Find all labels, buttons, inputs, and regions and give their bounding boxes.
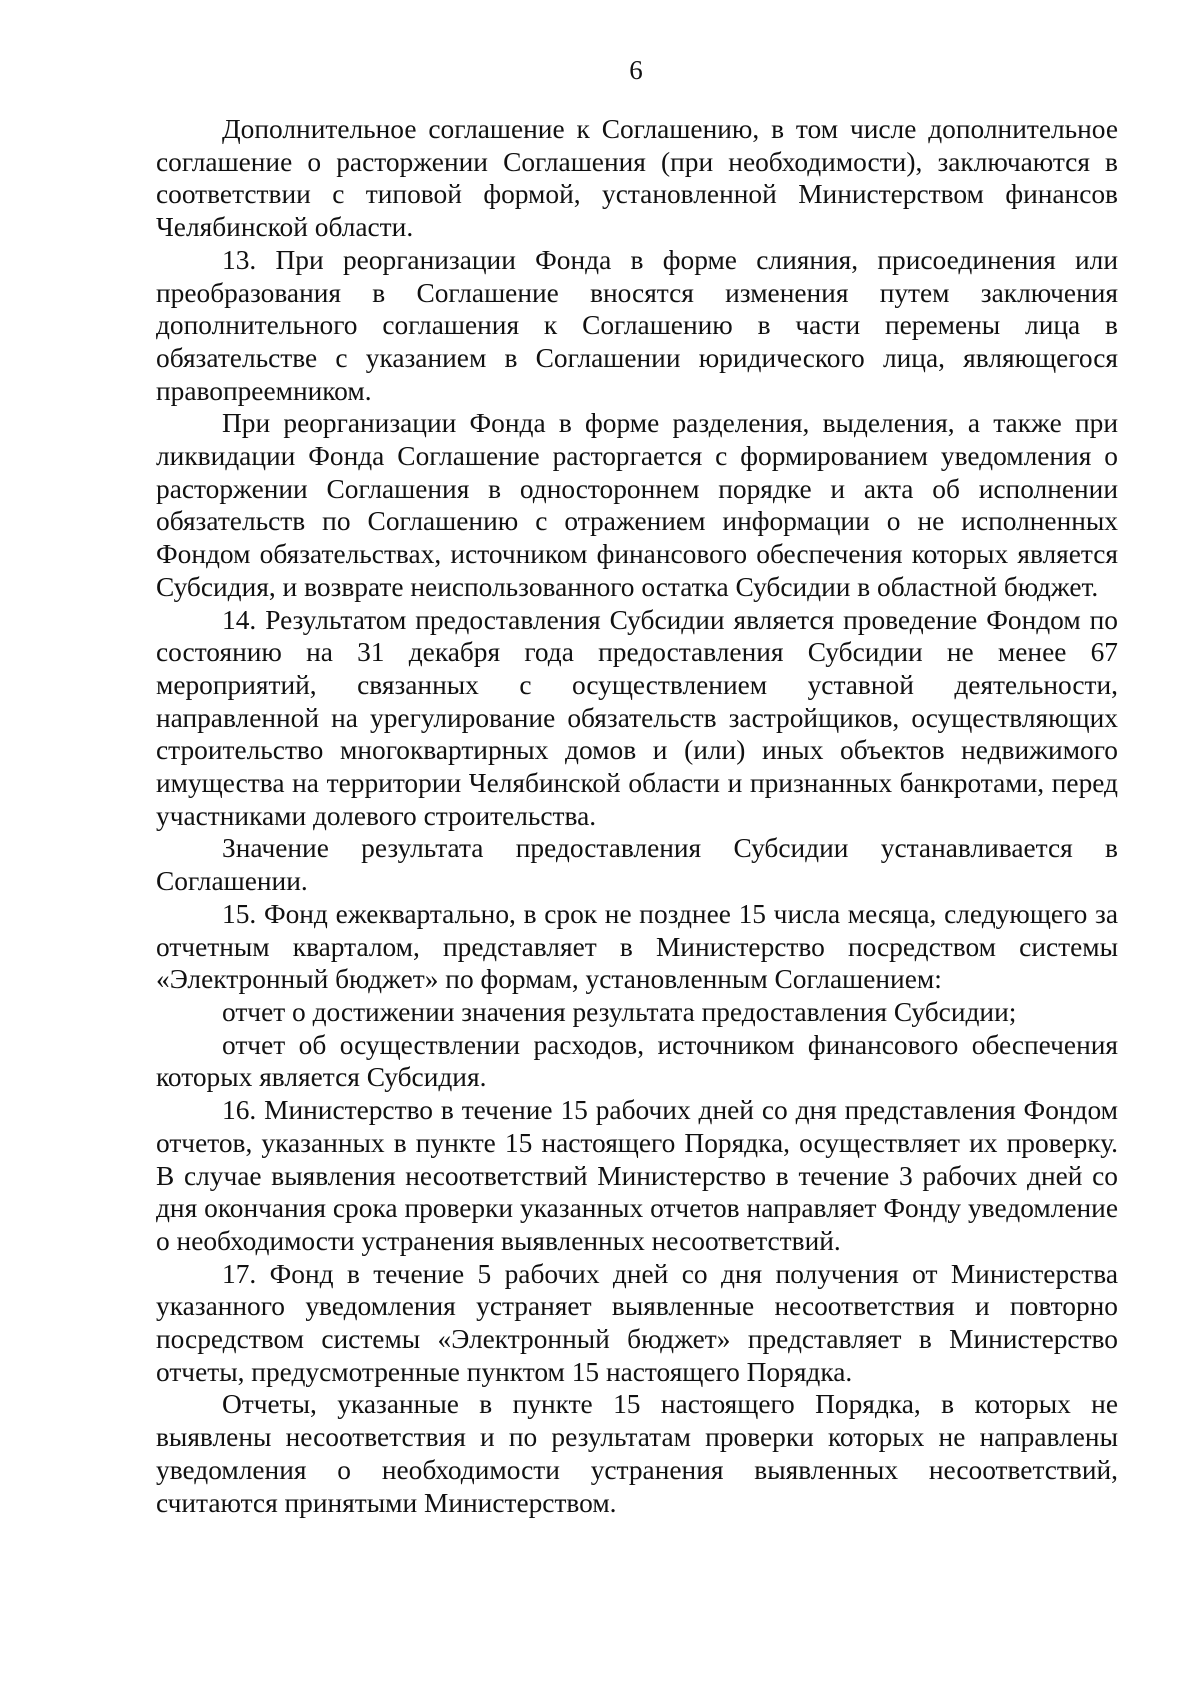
paragraph-result-value: Значение результата предоставления Субсидии устанавливается в Соглашении.	[156, 833, 1118, 897]
paragraph-17-fund-correction: 17. Фонд в течение 5 рабочих дней со дня получения от Министерства указанного уведомления устраняет выявленные несоответствия и повторно посредством системы «Электронный бюджет» представляет в Министерство отчеты, предусмотренные пунктом 15 настоящего Порядка.	[156, 1258, 1118, 1387]
paragraph-16-ministry-check: 16. Министерство в течение 15 рабочих дней со дня представления Фондом отчетов, указанных в пункте 15 настоящего Порядка, осуществляет их проверку. В случае выявления несоответствий Министерство в течение 3 рабочих дней со дня окончания срока проверки указанных отчетов направляет Фонду уведомление о необходимости устранения выявленных несоответствий.	[156, 1095, 1118, 1256]
paragraph-reports-accepted: Отчеты, указанные в пункте 15 настоящего Порядка, в которых не выявлены несоответствия и по результатам проверки которых не направлены уведомления о необходимости устранения выявленных несоответствий, считаются принятыми Министерством.	[156, 1389, 1118, 1518]
paragraph-report-expenses: отчет об осуществлении расходов, источником финансового обеспечения которых является Субсидия.	[156, 1029, 1118, 1093]
paragraph-15-quarterly-report: 15. Фонд ежеквартально, в срок не позднее 15 числа месяца, следующего за отчетным кварталом, представляет в Министерство посредством системы «Электронный бюджет» по формам, установленным Соглашением:	[156, 898, 1118, 995]
paragraph-14-subsidy-result: 14. Результатом предоставления Субсидии является проведение Фондом по состоянию на 31 декабря года предоставления Субсидии не менее 67 мероприятий, связанных с осуществлением уставной деятельности, направленной на урегулирование обязательств застройщиков, осуществляющих строительство многоквартирных домов и (или) иных объектов недвижимого имущества на территории Челябинской области и признанных банкротами, перед участниками долевого строительства.	[156, 604, 1118, 831]
paragraph-reorganization-division: При реорганизации Фонда в форме разделения, выделения, а также при ликвидации Фонда Соглашение расторгается с формированием уведомления о расторжении Соглашения в одностороннем порядке и акта об исполнении обязательств по Соглашению с отражением информации о не исполненных Фондом обязательствах, источником финансового обеспечения которых является Субсидия, и возврате неиспользованного остатка Субсидии в областной бюджет.	[156, 408, 1118, 602]
paragraph-additional-agreement: Дополнительное соглашение к Соглашению, в том числе дополнительное соглашение о расторжении Соглашения (при необходимости), заключаются в соответствии с типовой формой, установленной Министерством финансов Челябинской области.	[156, 114, 1118, 243]
document-body	[156, 113, 1118, 1519]
paragraph-report-achievement: отчет о достижении значения результата предоставления Субсидии;	[222, 996, 1017, 1027]
paragraph-13-reorganization-merger: 13. При реорганизации Фонда в форме слияния, присоединения или преобразования в Соглашение вносятся изменения путем заключения дополнительного соглашения к Соглашению в части перемены лица в обязательстве с указанием в Соглашении юридического лица, являющегося правопреемником.	[156, 244, 1118, 406]
page-number: 6	[629, 55, 643, 85]
